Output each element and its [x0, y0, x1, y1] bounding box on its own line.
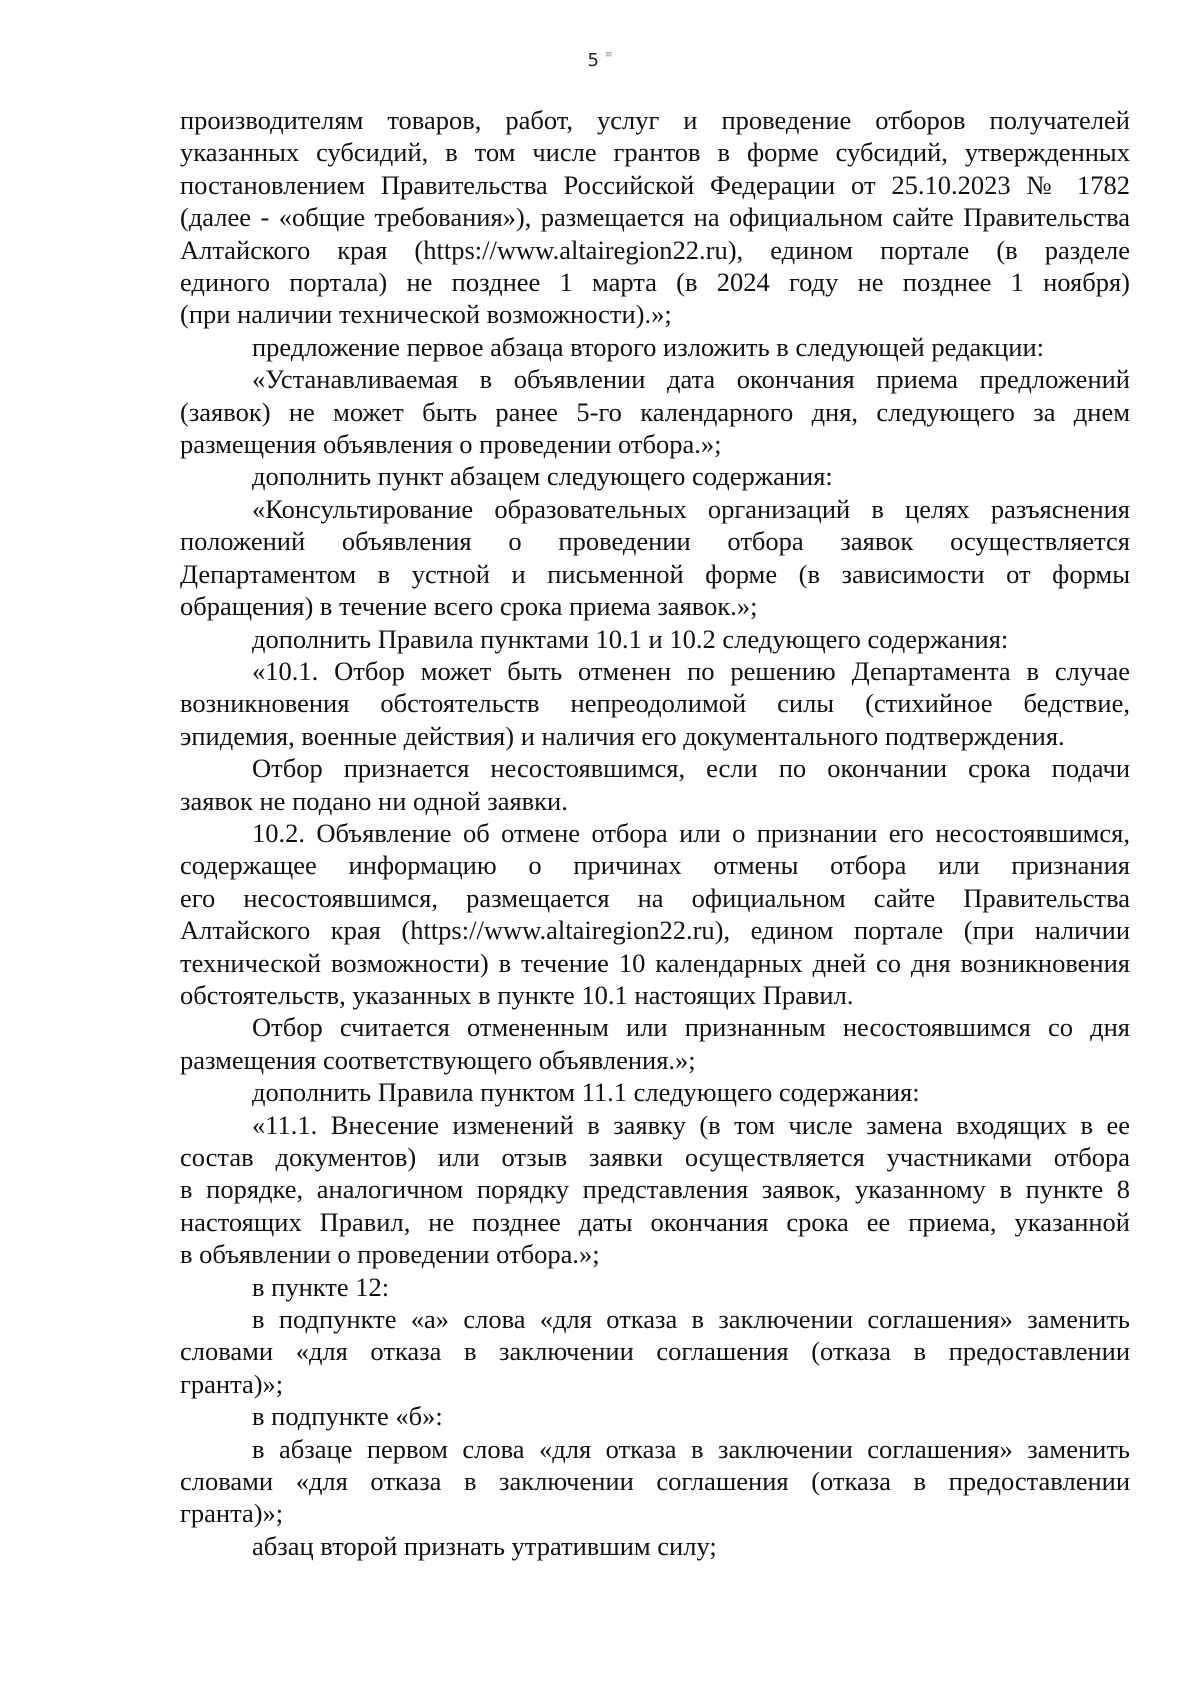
text-line: «11.1. Внесение изменений в заявку (в том числе замена входящих в ее [252, 1109, 1130, 1140]
text-line: постановлением Правительства Российской Федерации от 25.10.2023 № 1782 [180, 169, 1130, 200]
text-line: дополнить Правила пунктом 11.1 следующего содержания: [252, 1077, 920, 1108]
text-line: его несостоявшимся, размещается на официальном сайте Правительства [180, 882, 1130, 913]
text-line: единого портала) не позднее 1 марта (в 2024 году не позднее 1 ноября) [180, 267, 1130, 298]
text-line: размещения объявления о проведении отбора.»; [180, 429, 722, 460]
text-line: технической возможности) в течение 10 календарных дней со дня возникновения [180, 947, 1130, 978]
text-line: заявок не подано ни одной заявки. [180, 785, 568, 816]
text-line: дополнить пункт абзацем следующего содержания: [252, 461, 833, 492]
text-line: положений объявления о проведении отбора заявок осуществляется [180, 526, 1130, 557]
text-line: дополнить Правила пунктами 10.1 и 10.2 следующего содержания: [252, 623, 1009, 654]
text-line: в порядке, аналогичном порядку представления заявок, указанному в пункте 8 [180, 1174, 1130, 1205]
text-line: (заявок) не может быть ранее 5-го календарного дня, следующего за днем [180, 396, 1130, 427]
text-line: (далее - «общие требования»), размещается на официальном сайте Правительства [180, 202, 1130, 233]
text-line: производителям товаров, работ, услуг и проведение отборов получателей [180, 105, 1130, 135]
text-line: предложение первое абзаца второго изложить в следующей редакции: [252, 331, 1045, 362]
text-line: Департаментом в устной и письменной форме (в зависимости от формы [180, 558, 1130, 589]
text-line: эпидемия, военные действия) и наличия его документального подтверждения. [180, 720, 1065, 751]
text-line: обстоятельств, указанных в пункте 10.1 настоящих Правил. [180, 979, 854, 1010]
text-line: «Консультирование образовательных организаций в целях разъяснения [252, 493, 1130, 524]
text-line: словами «для отказа в заключении соглашения (отказа в предоставлении [180, 1466, 1130, 1497]
text-line: Отбор признается несостоявшимся, если по окончании срока подачи [252, 753, 1130, 784]
text-line: Алтайского края (https://www.altairegion22.ru), едином портале (при наличии [180, 915, 1130, 946]
text-line: (при наличии технической возможности).»; [180, 299, 672, 330]
text-line: Отбор считается отмененным или признанным несостоявшимся со дня [252, 1012, 1130, 1043]
scan-mark: ≡ [604, 50, 613, 60]
text-line: размещения соответствующего объявления.»; [180, 1044, 696, 1075]
text-line: настоящих Правил, не позднее даты окончания срока ее приема, указанной [180, 1206, 1130, 1237]
text-line: содержащее информацию о причинах отмены отбора или признания [180, 850, 1130, 881]
text-line: Алтайского края (https://www.altairegion22.ru), едином портале (в разделе [180, 234, 1130, 265]
text-line: в объявлении о проведении отбора.»; [180, 1239, 600, 1270]
text-line: в пункте 12: [252, 1271, 390, 1302]
page-number [0, 50, 1200, 71]
page-number-value: 5 [587, 50, 599, 71]
text-line: гранта)»; [180, 1368, 284, 1399]
text-line: «10.1. Отбор может быть отменен по решению Департамента в случае [252, 655, 1130, 686]
text-line: в абзаце первом слова «для отказа в заключении соглашения» заменить [252, 1433, 1130, 1464]
text-line: «Устанавливаемая в объявлении дата окончания приема предложений [252, 364, 1130, 395]
text-line: указанных субсидий, в том числе грантов в форме субсидий, утвержденных [180, 137, 1130, 168]
text-line: гранта)»; [180, 1498, 284, 1529]
text-line: обращения) в течение всего срока приема заявок.»; [180, 591, 758, 622]
text-line: словами «для отказа в заключении соглашения (отказа в предоставлении [180, 1336, 1130, 1367]
text-line: 10.2. Объявление об отмене отбора или о признании его несостоявшимся, [252, 817, 1130, 848]
text-line: абзац второй признать утратившим силу; [252, 1530, 717, 1561]
text-line: состав документов) или отзыв заявки осуществляется участниками отбора [180, 1142, 1130, 1172]
text-line: возникновения обстоятельств непреодолимой силы (стихийное бедствие, [180, 688, 1130, 719]
text-line: в подпункте «б»: [252, 1401, 443, 1432]
text-line: в подпункте «а» слова «для отказа в заключении соглашения» заменить [252, 1304, 1130, 1335]
document-body [180, 104, 1130, 1562]
